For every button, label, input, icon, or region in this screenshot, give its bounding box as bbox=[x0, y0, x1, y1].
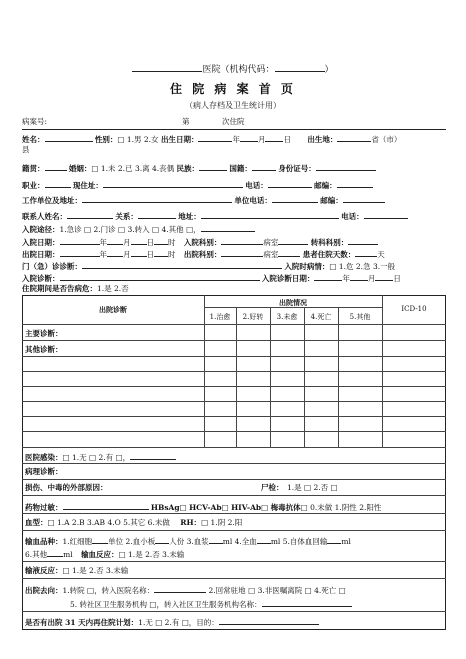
status-col-uncured: 3.未愈 bbox=[276, 313, 298, 321]
blood-type-row: 血型：□ 1.A 2.B 3.AB 4.O 5.其它 6.未做 RH：□ 1.阴 2.阳 bbox=[25, 518, 243, 527]
community-transfer-row: 5. 转社区卫生服务机构 □，转入社区卫生服务机构名称： bbox=[70, 598, 440, 610]
transfusion-row: 输血品种：1.红细胞 单位 2.血小板 人份 3.血浆 ml 4.全血 ml 5.自体血回输 ml bbox=[25, 537, 351, 546]
county-row: 县 bbox=[22, 145, 30, 154]
hospital-infection-row: 医院感染：□ 1.无 □ 2.有 □， bbox=[25, 451, 449, 463]
pathology-row: 病理诊断： bbox=[25, 467, 63, 476]
other-diagnosis-label: 其他诊断： bbox=[25, 345, 63, 354]
page-subtitle: （病人存档及卫生统计用） bbox=[185, 101, 281, 110]
allergy-row: 药物过敏： HBsAg□ HCV-Ab□ HIV-Ab□ 梅毒抗体□ 0.未做 1.阴性 2.阳性 bbox=[25, 503, 382, 512]
admission-diagnosis-row: 入院诊断： 入院诊断日期： 年 月 日 bbox=[22, 274, 401, 283]
readmission-row: 是否有出院 31 天内再住院计划：1.无 □ 2.有 □，目的： bbox=[25, 616, 449, 628]
status-col-improved: 2.好转 bbox=[242, 313, 264, 321]
org-code-field[interactable] bbox=[275, 63, 325, 72]
discharge-destination-row: 出院去向：1.转院 □，转入医院名称： 2.回常驻地 □ 3.非医嘱离院 □ 4.死亡 □ bbox=[25, 586, 346, 595]
status-col-other: 5.其他 bbox=[349, 313, 371, 321]
hospital-line: 医院（机构代码： ） bbox=[0, 62, 466, 75]
contact-row: 联系人姓名： 关系： 地址： 电话： bbox=[22, 210, 446, 222]
injury-row: 损伤、中毒的外部原因： 尸检： 1.是 □ 2.否 □ bbox=[25, 483, 338, 492]
page-title: 住 院 病 案 首 页 bbox=[170, 82, 296, 96]
clinic-diagnosis-row: 门（急）诊诊断： 入院时病情：□ 1.危 2.急 3.一般 bbox=[22, 262, 396, 271]
admission-date-row: 入院日期： 年 月 日 时 入院科别： 病室 转科科别： bbox=[22, 236, 446, 248]
case-number-row: 病案号: 第 次住院 bbox=[22, 117, 245, 126]
hospital-name-field[interactable] bbox=[132, 63, 202, 72]
divider bbox=[22, 129, 446, 130]
status-col-cured: 1.治愈 bbox=[209, 313, 231, 321]
critical-notice-row: 住院期间是否告病危：1.是 2.否 bbox=[22, 284, 129, 293]
occupation-row: 职业： 现住址： 电话： 邮编： bbox=[22, 179, 446, 191]
infusion-reaction-row: 输液反应：□ 1.是 2.否 3.未输 bbox=[25, 566, 129, 575]
name-field[interactable] bbox=[45, 133, 93, 142]
patient-name-row: 姓名： 性别：□ 1.男 2.女 出生日期： 年 月 日 出生地： 省（市） bbox=[22, 135, 402, 144]
icd-header: ICD-10 bbox=[401, 305, 427, 313]
admission-route-row: 入院途径：1.急诊 □ 2.门诊 □ 3.转入 □ 4.其他 □， bbox=[22, 223, 446, 235]
discharge-diagnosis-header: 出院诊断 bbox=[99, 305, 127, 314]
discharge-date-row: 出院日期： 年 月 日 时 出院科别： 病室 患者住院天数： 天 bbox=[22, 250, 385, 259]
work-row: 工作单位及地址： 单位电话： 邮编： bbox=[22, 194, 446, 206]
transfusion-reaction-row: 6.其他 ml 输血反应：□ 1.是 2.否 3.未输 bbox=[25, 550, 185, 559]
discharge-status-header: 出院情况 bbox=[279, 298, 307, 307]
status-col-death: 4.死亡 bbox=[310, 313, 332, 321]
origin-row: 籍贯： 婚姻：□ 1.未 2.已 3.离 4.丧偶 民族： 国籍： 身份证号： bbox=[22, 162, 446, 174]
main-diagnosis-label: 主要诊断： bbox=[25, 329, 63, 338]
